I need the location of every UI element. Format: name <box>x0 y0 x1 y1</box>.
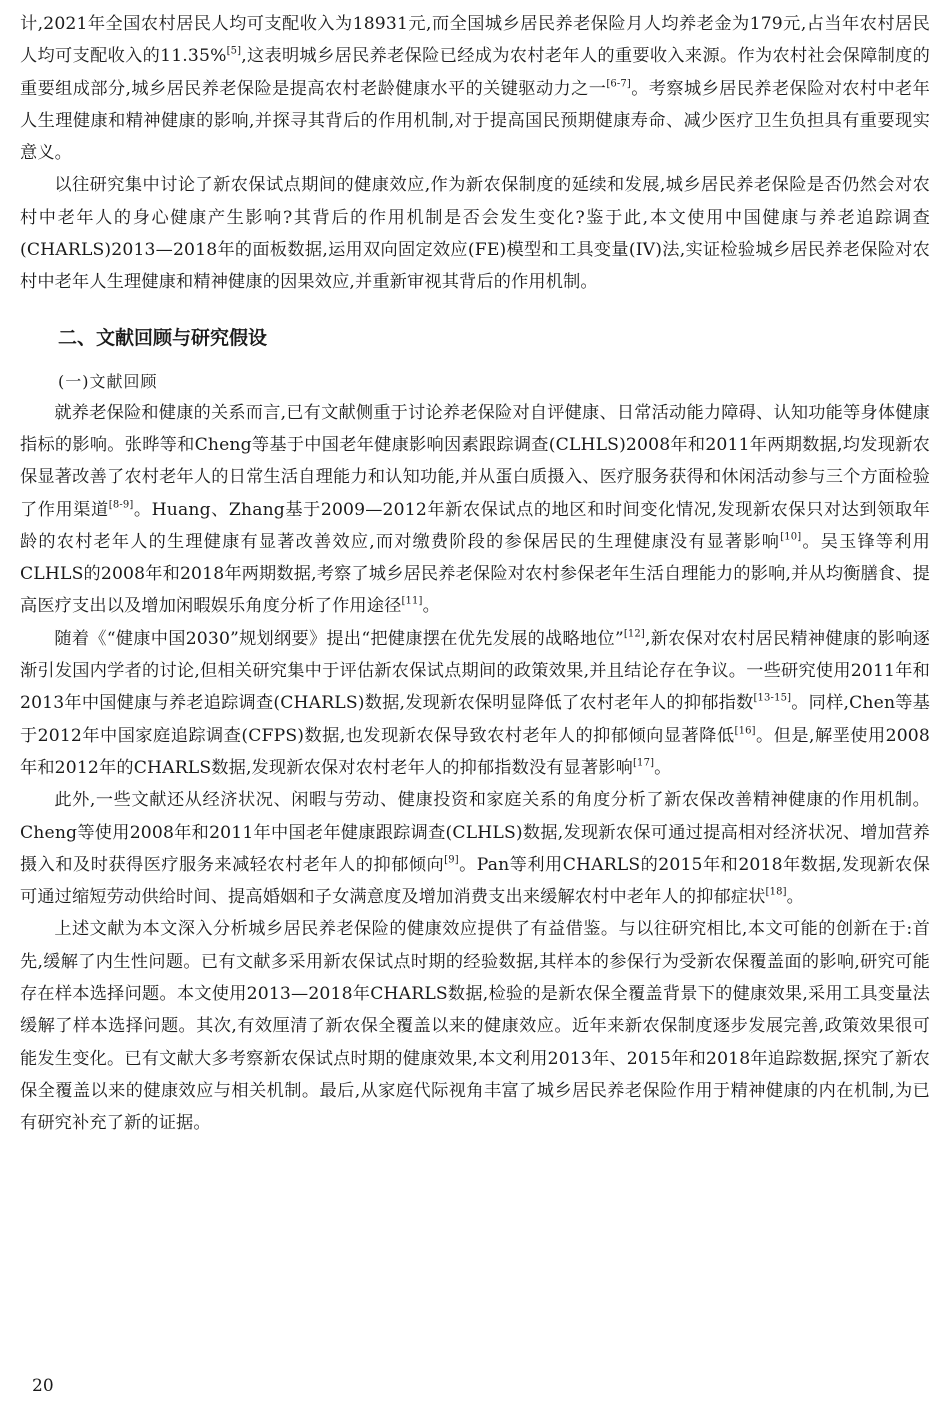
paragraph-research-question: 以往研究集中讨论了新农保试点期间的健康效应,作为新农保制度的延续和发展,城乡居民养老保险是否仍然会对农村中老年人的身心健康产生影响?其背后的作用机制是否会发生变化?鉴于此,本文使用中国健康与养老追踪调查(CHARLS)2013—2018年的面板数据,运用双向固定效应(FE)模型和工具变量(IV)法,实证检验城乡居民养老保险对农村中老年人生理健康和精神健康的因果效应,并重新审视其背后的作用机制。 <box>20 175 930 293</box>
paragraph-review-physical-health <box>20 397 930 623</box>
page-number: 20 <box>32 1376 54 1396</box>
text-run: ,这表明城乡居民养老保险已经成为农村老年人的重要收入来源。作为农村社会保障制度的重要组成部分,城乡居民养老保险是提高农村老龄健康水平的关键驱动力之一 <box>20 46 930 99</box>
text-run: 就养老保险和健康的关系而言,已有文献侧重于讨论养老保险对自评健康、日常活动能力障碍、认知功能等身体健康指标的影响。张晔等和Cheng等基于中国老年健康影响因素跟踪调查(CLHLS)2008年和2011年两期数据,均发现新农保显著改善了农村老年人的日常生活自理能力和认知功能,并从蛋白质摄入、医疗服务获得和休闲活动参与三个方面检验了作用渠道 <box>20 402 930 520</box>
paragraph-intro-continued <box>20 8 930 169</box>
citation: [13-15] <box>753 692 792 704</box>
text-run: 。 <box>422 596 440 617</box>
text-run: 。Huang、Zhang基于2009—2012年新农保试点的地区和时间变化情况,发现新农保只对达到领取年龄的农村老年人的生理健康有显著改善效应,而对缴费阶段的参保居民的生理健康没有显著影响 <box>20 499 930 552</box>
citation: [11] <box>401 595 423 607</box>
text-run: 此外,一些文献还从经济状况、闲暇与劳动、健康投资和家庭关系的角度分析了新农保改善精神健康的作用机制。Cheng等使用2008年和2011年中国老年健康跟踪调查(CLHLS)数据,发现新农保可通过提高相对经济状况、增加营养摄入和及时获得医疗服务来减轻农村老年人的抑郁倾向 <box>20 790 930 875</box>
paragraph-review-mechanisms <box>20 784 930 913</box>
citation: [8-9] <box>108 499 134 511</box>
text-run: 计,2021年全国农村居民人均可支配收入为18931元,而全国城乡居民养老保险月人均养老金为179元,占当年农村居民人均可支配收入的11.35% <box>20 14 930 67</box>
citation: [6-7] <box>606 78 631 90</box>
paragraph-contributions: 上述文献为本文深入分析城乡居民养老保险的健康效应提供了有益借鉴。与以往研究相比,本文可能的创新在于:首先,缓解了内生性问题。已有文献多采用新农保试点时期的经验数据,其样本的参保行为受新农保覆盖面的影响,研究可能存在样本选择问题。本文使用2013—2018年CHARLS数据,检验的是新农保全覆盖背景下的健康效果,采用工具变量法缓解了样本选择问题。其次,有效厘清了新农保全覆盖以来的健康效应。近年来新农保制度逐步发展完善,政策效果很可能发生变化。已有文献大多考察新农保试点时期的健康效果,本文利用2013年、2015年和2018年追踪数据,探究了新农保全覆盖以来的健康效应与相关机制。最后,从家庭代际视角丰富了城乡居民养老保险作用于精神健康的内在机制,为已有研究补充了新的证据。 <box>20 919 930 1134</box>
subsection-heading: (一)文献回顾 <box>58 371 158 391</box>
text-run: 。考察城乡居民养老保险对农村中老年人生理健康和精神健康的影响,并探寻其背后的作用机制,对于提高国民预期健康寿命、减少医疗卫生负担具有重要现实意义。 <box>20 78 930 164</box>
text-run: 。 <box>786 887 805 908</box>
section-heading: 二、文献回顾与研究假设 <box>58 326 268 349</box>
citation: [16] <box>734 725 756 737</box>
text-run: 。同样,Chen等基于2012年中国家庭追踪调查(CFPS)数据,也发现新农保导致农村老年人的抑郁倾向显著降低 <box>20 693 930 746</box>
paper-page <box>0 8 950 1416</box>
citation: [5] <box>226 45 242 57</box>
citation: [18] <box>765 886 787 898</box>
text-run: 。 <box>654 757 672 778</box>
text-run: 随着《“健康中国2030”规划纲要》提出“把健康摆在优先发展的战略地位” <box>54 628 624 649</box>
citation: [9] <box>444 854 459 866</box>
text-run: ,新农保对农村居民精神健康的影响逐渐引发国内学者的讨论,但相关研究集中于评估新农保试点期间的政策效果,并且结论存在争议。一些研究使用2011年和2013年中国健康与养老追踪调查(CHARLS)数据,发现新农保明显降低了农村老年人的抑郁指数 <box>20 628 930 714</box>
text-run: 。但是,解垩使用2008年和2012年的CHARLS数据,发现新农保对农村老年人的抑郁指数没有显著影响 <box>20 725 930 778</box>
text-run: 。Pan等利用CHARLS的2015年和2018年数据,发现新农保可通过缩短劳动供给时间、提高婚姻和子女满意度及增加消费支出来缓解农村中老年人的抑郁症状 <box>20 854 930 908</box>
text-run: 。吴玉锋等利用CLHLS的2008年和2018年两期数据,考察了城乡居民养老保险对农村参保老年生活自理能力的影响,并从均衡膳食、提高医疗支出以及增加闲暇娱乐角度分析了作用途径 <box>20 531 930 617</box>
citation: [12] <box>623 628 645 640</box>
paragraph-review-mental-health <box>20 623 930 784</box>
citation: [10] <box>780 531 802 543</box>
citation: [17] <box>633 757 655 769</box>
